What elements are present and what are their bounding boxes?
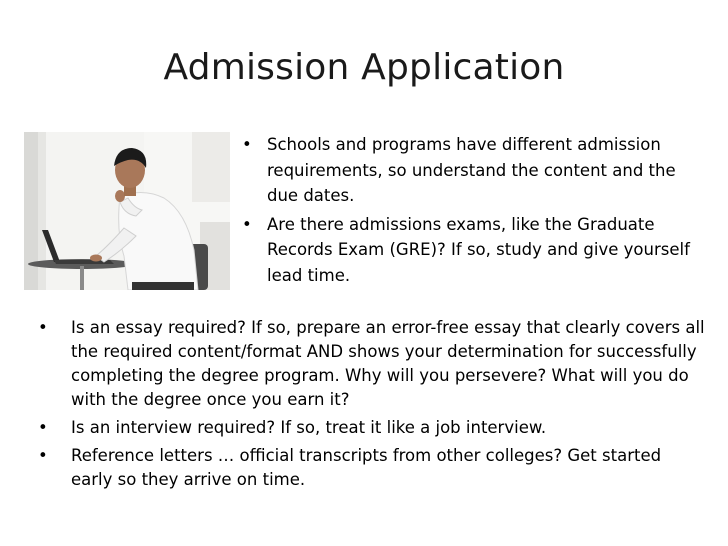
bullet-marker: •	[38, 318, 48, 337]
list-item	[38, 316, 706, 412]
top-bullet-list	[242, 132, 692, 291]
slide-title: Admission Application	[163, 47, 565, 88]
bullet-marker: •	[242, 214, 252, 234]
bullet-marker: •	[38, 446, 48, 465]
list-item	[38, 444, 706, 492]
bullet-text: Schools and programs have different admission requirements, so understand the content and the due dates.	[267, 135, 676, 205]
bullet-text: Are there admissions exams, like the Graduate Records Exam (GRE)? If so, study and give yourself lead time.	[267, 214, 690, 285]
person-at-laptop-illustration	[24, 132, 230, 290]
bullet-text: Reference letters … official transcripts from other colleges? Get started early so they arrive on time.	[71, 446, 662, 489]
bullet-text: Is an essay required? If so, prepare an error-free essay that clearly covers all the required content/format AND shows your determination for successfully completing the degree program. Why will you persevere? What will you do with the degree once you earn it?	[71, 318, 705, 409]
list-item	[242, 132, 692, 209]
bullet-marker: •	[242, 135, 252, 154]
bullet-marker: •	[38, 418, 48, 437]
bottom-bullet-list	[38, 316, 706, 496]
bullet-text: Is an interview required? If so, treat it like a job interview.	[71, 418, 547, 437]
person-at-laptop-photo	[24, 132, 230, 290]
list-item	[242, 212, 692, 289]
list-item	[38, 416, 706, 440]
